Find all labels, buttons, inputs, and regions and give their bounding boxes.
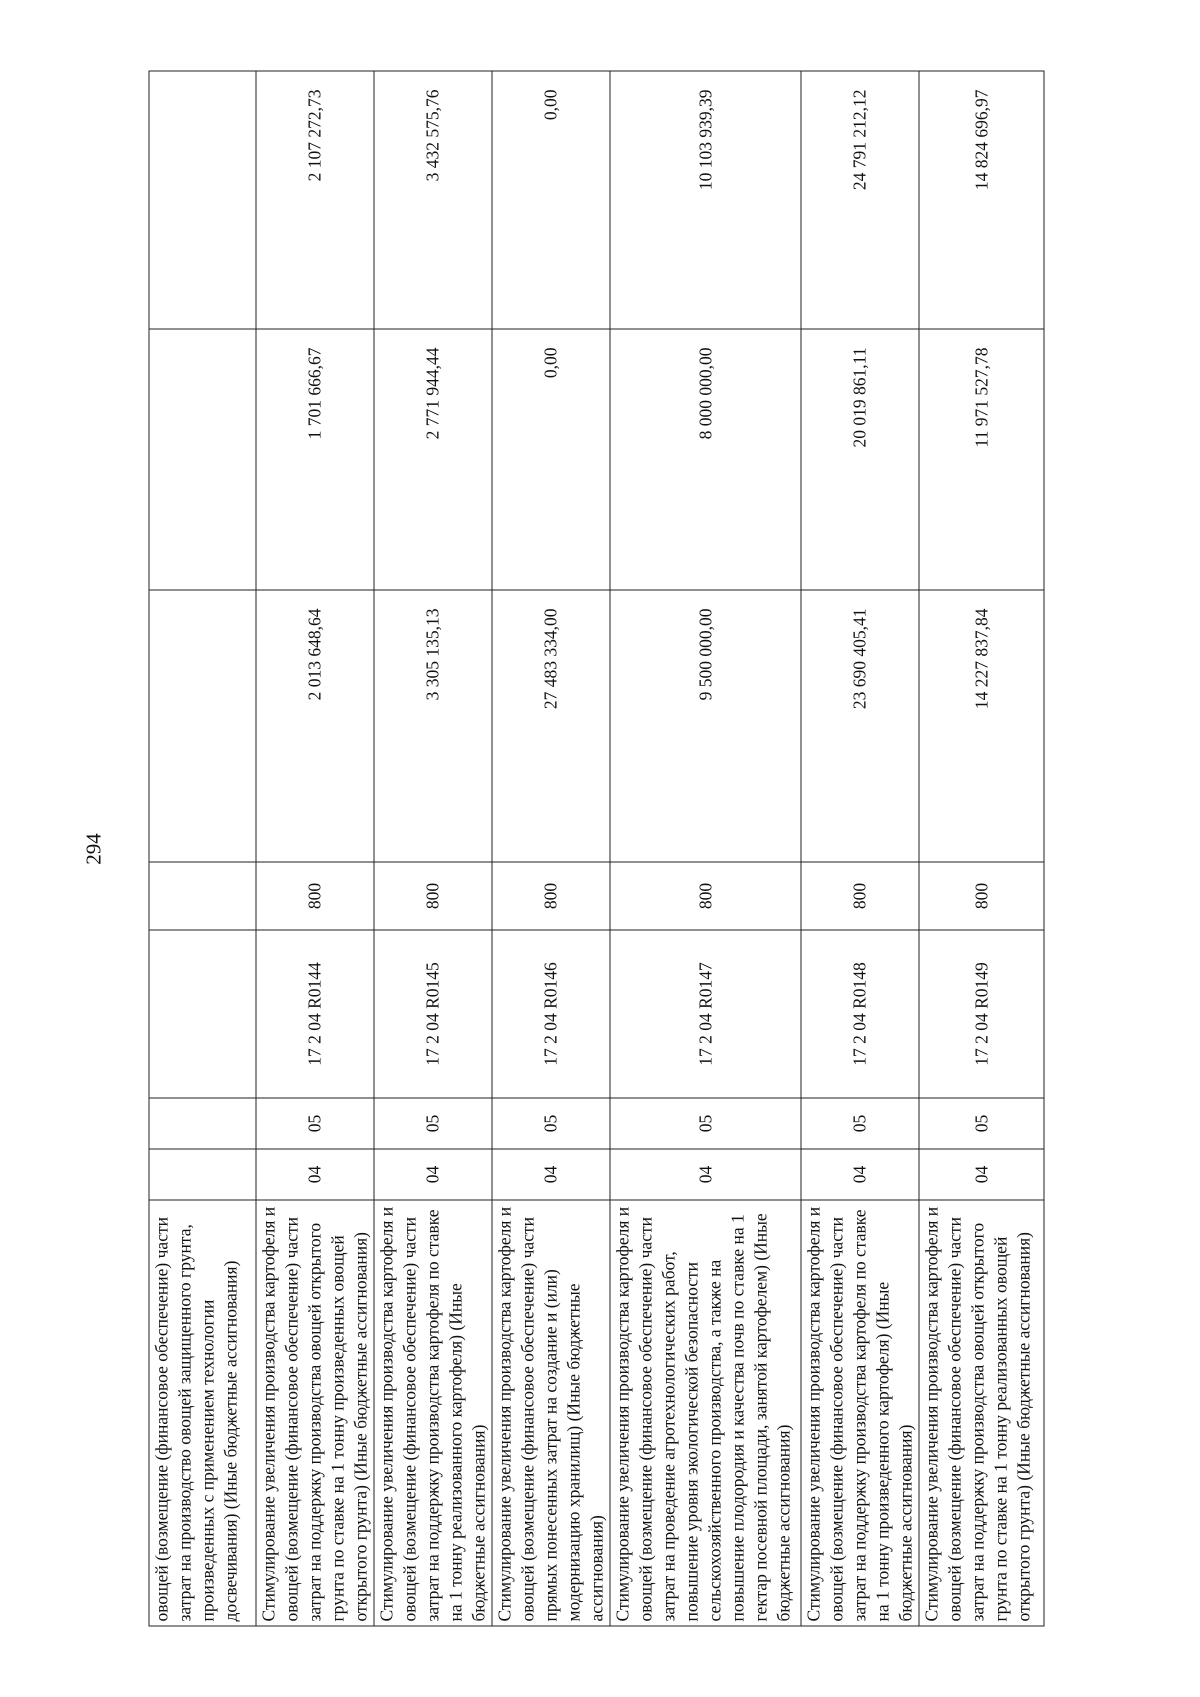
row-description: Стимулирование увеличения производства картофеля и овощей (возмещение (финансовое обеспечение) части затрат на проведение агротехнологических работ, повышение уровня экологической безопасности сельскохозяйственного производства, а также на повышение плодородия и качества почв по ставке на 1 гектар посевной площади, занятой картофелем) (Иные бюджетные ассигнования): [610, 1200, 801, 1626]
amount-year-2: 11 971 527,78: [919, 329, 1044, 590]
table-row: [610, 71, 801, 1626]
subsection-code: 05: [919, 1098, 1044, 1149]
table-row: [492, 71, 610, 1626]
target-article-code: 17 2 04 R0147: [610, 930, 801, 1098]
amount-year-3: [149, 71, 256, 329]
amount-year-2: 20 019 861,11: [801, 329, 919, 590]
page-number: 294: [81, 833, 106, 865]
target-article-code: 17 2 04 R0148: [801, 930, 919, 1098]
amount-year-2: [149, 329, 256, 590]
section-code: 04: [610, 1149, 801, 1200]
section-code: 04: [374, 1149, 492, 1200]
amount-year-1: 23 690 405,41: [801, 590, 919, 862]
section-code: [149, 1149, 256, 1200]
amount-year-3: 0,00: [492, 71, 610, 329]
section-code: 04: [801, 1149, 919, 1200]
amount-year-3: 2 107 272,73: [256, 71, 374, 329]
table-row: [149, 71, 256, 1626]
subsection-code: 05: [374, 1098, 492, 1149]
expense-type-code: 800: [256, 862, 374, 930]
row-description: Стимулирование увеличения производства картофеля и овощей (возмещение (финансовое обеспечение) части затрат на поддержку производства картофеля по ставке на 1 тонну реализованного картофеля) (Иные бюджетные ассигнования): [374, 1200, 492, 1626]
table-row: [919, 71, 1044, 1626]
expense-type-code: 800: [919, 862, 1044, 930]
section-code: 04: [256, 1149, 374, 1200]
row-description: Стимулирование увеличения производства картофеля и овощей (возмещение (финансовое обеспечение) части затрат на поддержку производства овощей открытого грунта по ставке на 1 тонну произведенных овощей открытого грунта) (Иные бюджетные ассигнования): [256, 1200, 374, 1626]
row-description: Стимулирование увеличения производства картофеля и овощей (возмещение (финансовое обеспечение) части затрат на поддержку производства картофеля по ставке на 1 тонну произведенного картофеля) (Иные бюджетные ассигнования): [801, 1200, 919, 1626]
amount-year-1: 14 227 837,84: [919, 590, 1044, 862]
subsection-code: 05: [610, 1098, 801, 1149]
amount-year-3: 14 824 696,97: [919, 71, 1044, 329]
amount-year-2: 0,00: [492, 329, 610, 590]
target-article-code: 17 2 04 R0144: [256, 930, 374, 1098]
subsection-code: 05: [801, 1098, 919, 1149]
budget-table-container: [149, 72, 1032, 1627]
amount-year-2: 8 000 000,00: [610, 329, 801, 590]
amount-year-1: 27 483 334,00: [492, 590, 610, 862]
row-description: Стимулирование увеличения производства картофеля и овощей (возмещение (финансовое обеспечение) части затрат на поддержку производства овощей открытого грунта по ставке на 1 тонну реализованных овощей открытого грунта) (Иные бюджетные ассигнования): [919, 1200, 1044, 1626]
target-article-code: 17 2 04 R0145: [374, 930, 492, 1098]
expense-type-code: 800: [610, 862, 801, 930]
expense-type-code: [149, 862, 256, 930]
table-row: [801, 71, 919, 1626]
row-description: овощей (возмещение (финансовое обеспечение) части затрат на производство овощей защищенного грунта, произведенных с применением технологии досвечивания) (Иные бюджетные ассигнования): [149, 1200, 256, 1626]
target-article-code: [149, 930, 256, 1098]
table-row: [374, 71, 492, 1626]
section-code: 04: [919, 1149, 1044, 1200]
amount-year-1: 3 305 135,13: [374, 590, 492, 862]
amount-year-3: 10 103 939,39: [610, 71, 801, 329]
budget-table: [149, 71, 1045, 1627]
amount-year-1: 9 500 000,00: [610, 590, 801, 862]
amount-year-3: 3 432 575,76: [374, 71, 492, 329]
table-row: [256, 71, 374, 1626]
amount-year-2: 2 771 944,44: [374, 329, 492, 590]
section-code: 04: [492, 1149, 610, 1200]
expense-type-code: 800: [492, 862, 610, 930]
expense-type-code: 800: [801, 862, 919, 930]
expense-type-code: 800: [374, 862, 492, 930]
target-article-code: 17 2 04 R0149: [919, 930, 1044, 1098]
subsection-code: 05: [492, 1098, 610, 1149]
amount-year-1: [149, 590, 256, 862]
amount-year-3: 24 791 212,12: [801, 71, 919, 329]
amount-year-2: 1 701 666,67: [256, 329, 374, 590]
amount-year-1: 2 013 648,64: [256, 590, 374, 862]
target-article-code: 17 2 04 R0146: [492, 930, 610, 1098]
subsection-code: 05: [256, 1098, 374, 1149]
subsection-code: [149, 1098, 256, 1149]
row-description: Стимулирование увеличения производства картофеля и овощей (возмещение (финансовое обеспечение) части прямых понесенных затрат на создание и (или) модернизацию хранилищ) (Иные бюджетные ассигнования): [492, 1200, 610, 1626]
